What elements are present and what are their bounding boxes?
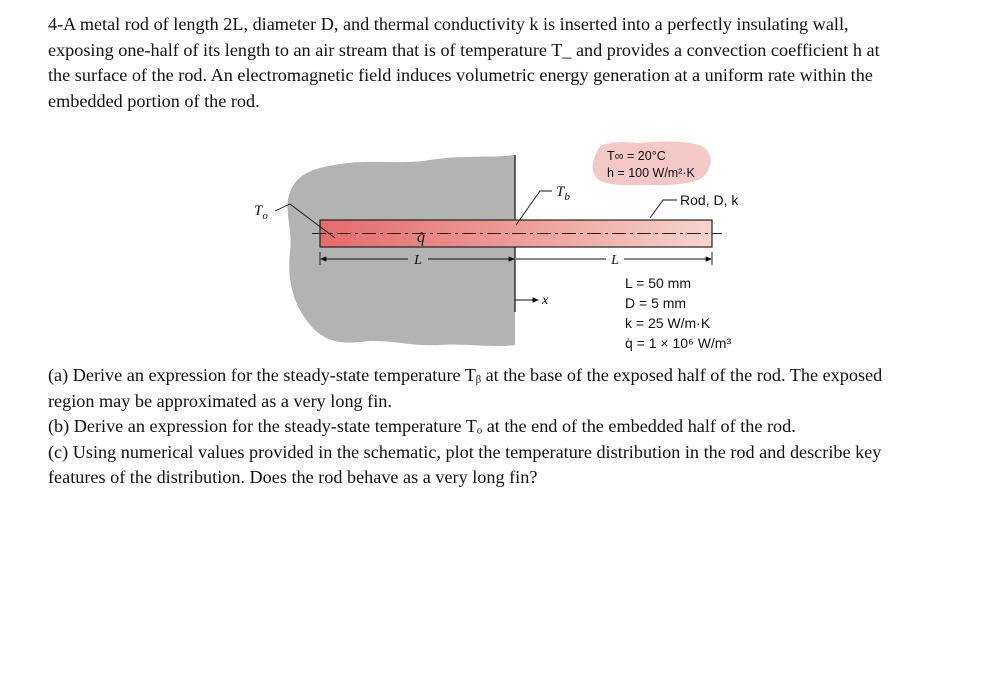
h-label: h = 100 W/m²·K — [607, 166, 695, 180]
question-line-4: (c) Using numerical values provided in the schematic, plot the temperature distribution in the rod and describe key — [48, 441, 882, 462]
dim-label-left: L — [414, 253, 422, 268]
rod-leader — [650, 200, 677, 218]
t-o-label: $T_o$ — [254, 203, 268, 222]
x-axis-label: x — [542, 293, 549, 308]
q-dot-label: q̇ — [417, 229, 425, 246]
intro-line-2: exposing one-half of its length to an air stream that is of temperature T_ and provides a convection coefficient h at — [48, 39, 880, 60]
intro-line-3: the surface of the rod. An electromagnetic field induces volumetric energy generation at a uniform rate within the — [48, 65, 873, 85]
t-inf-label: T∞ = 20°C — [607, 149, 666, 163]
dim-label-right: L — [611, 253, 619, 268]
problem-questions — [48, 363, 948, 491]
param-length: L = 50 mm — [625, 275, 692, 291]
param-conductivity: k = 25 W/m·K — [625, 315, 711, 331]
param-generation: q̇ = 1 × 10⁶ W/m³ — [625, 335, 732, 351]
question-line-1: (a) Derive an expression for the steady-state temperature Tᵦ at the base of the exposed half of the rod. The exposed — [48, 365, 883, 385]
rod-label: Rod, D, k — [680, 192, 739, 208]
intro-line-4: embedded portion of the rod. — [48, 90, 260, 111]
question-line-2: region may be approximated as a very long fin. — [48, 390, 392, 411]
question-line-5: features of the distribution. Does the rod behave as a very long fin? — [48, 467, 538, 487]
question-line-3: (b) Derive an expression for the steady-state temperature Tₒ at the end of the embedded half of the rod. — [48, 416, 796, 436]
intro-line-1: 4-A metal rod of length 2L, diameter D, and thermal conductivity k is inserted into a perfectly insulating wall, — [48, 14, 849, 34]
param-diameter: D = 5 mm — [625, 295, 687, 311]
t-b-label: $T_b$ — [556, 184, 570, 203]
insulating-wall — [287, 155, 515, 346]
